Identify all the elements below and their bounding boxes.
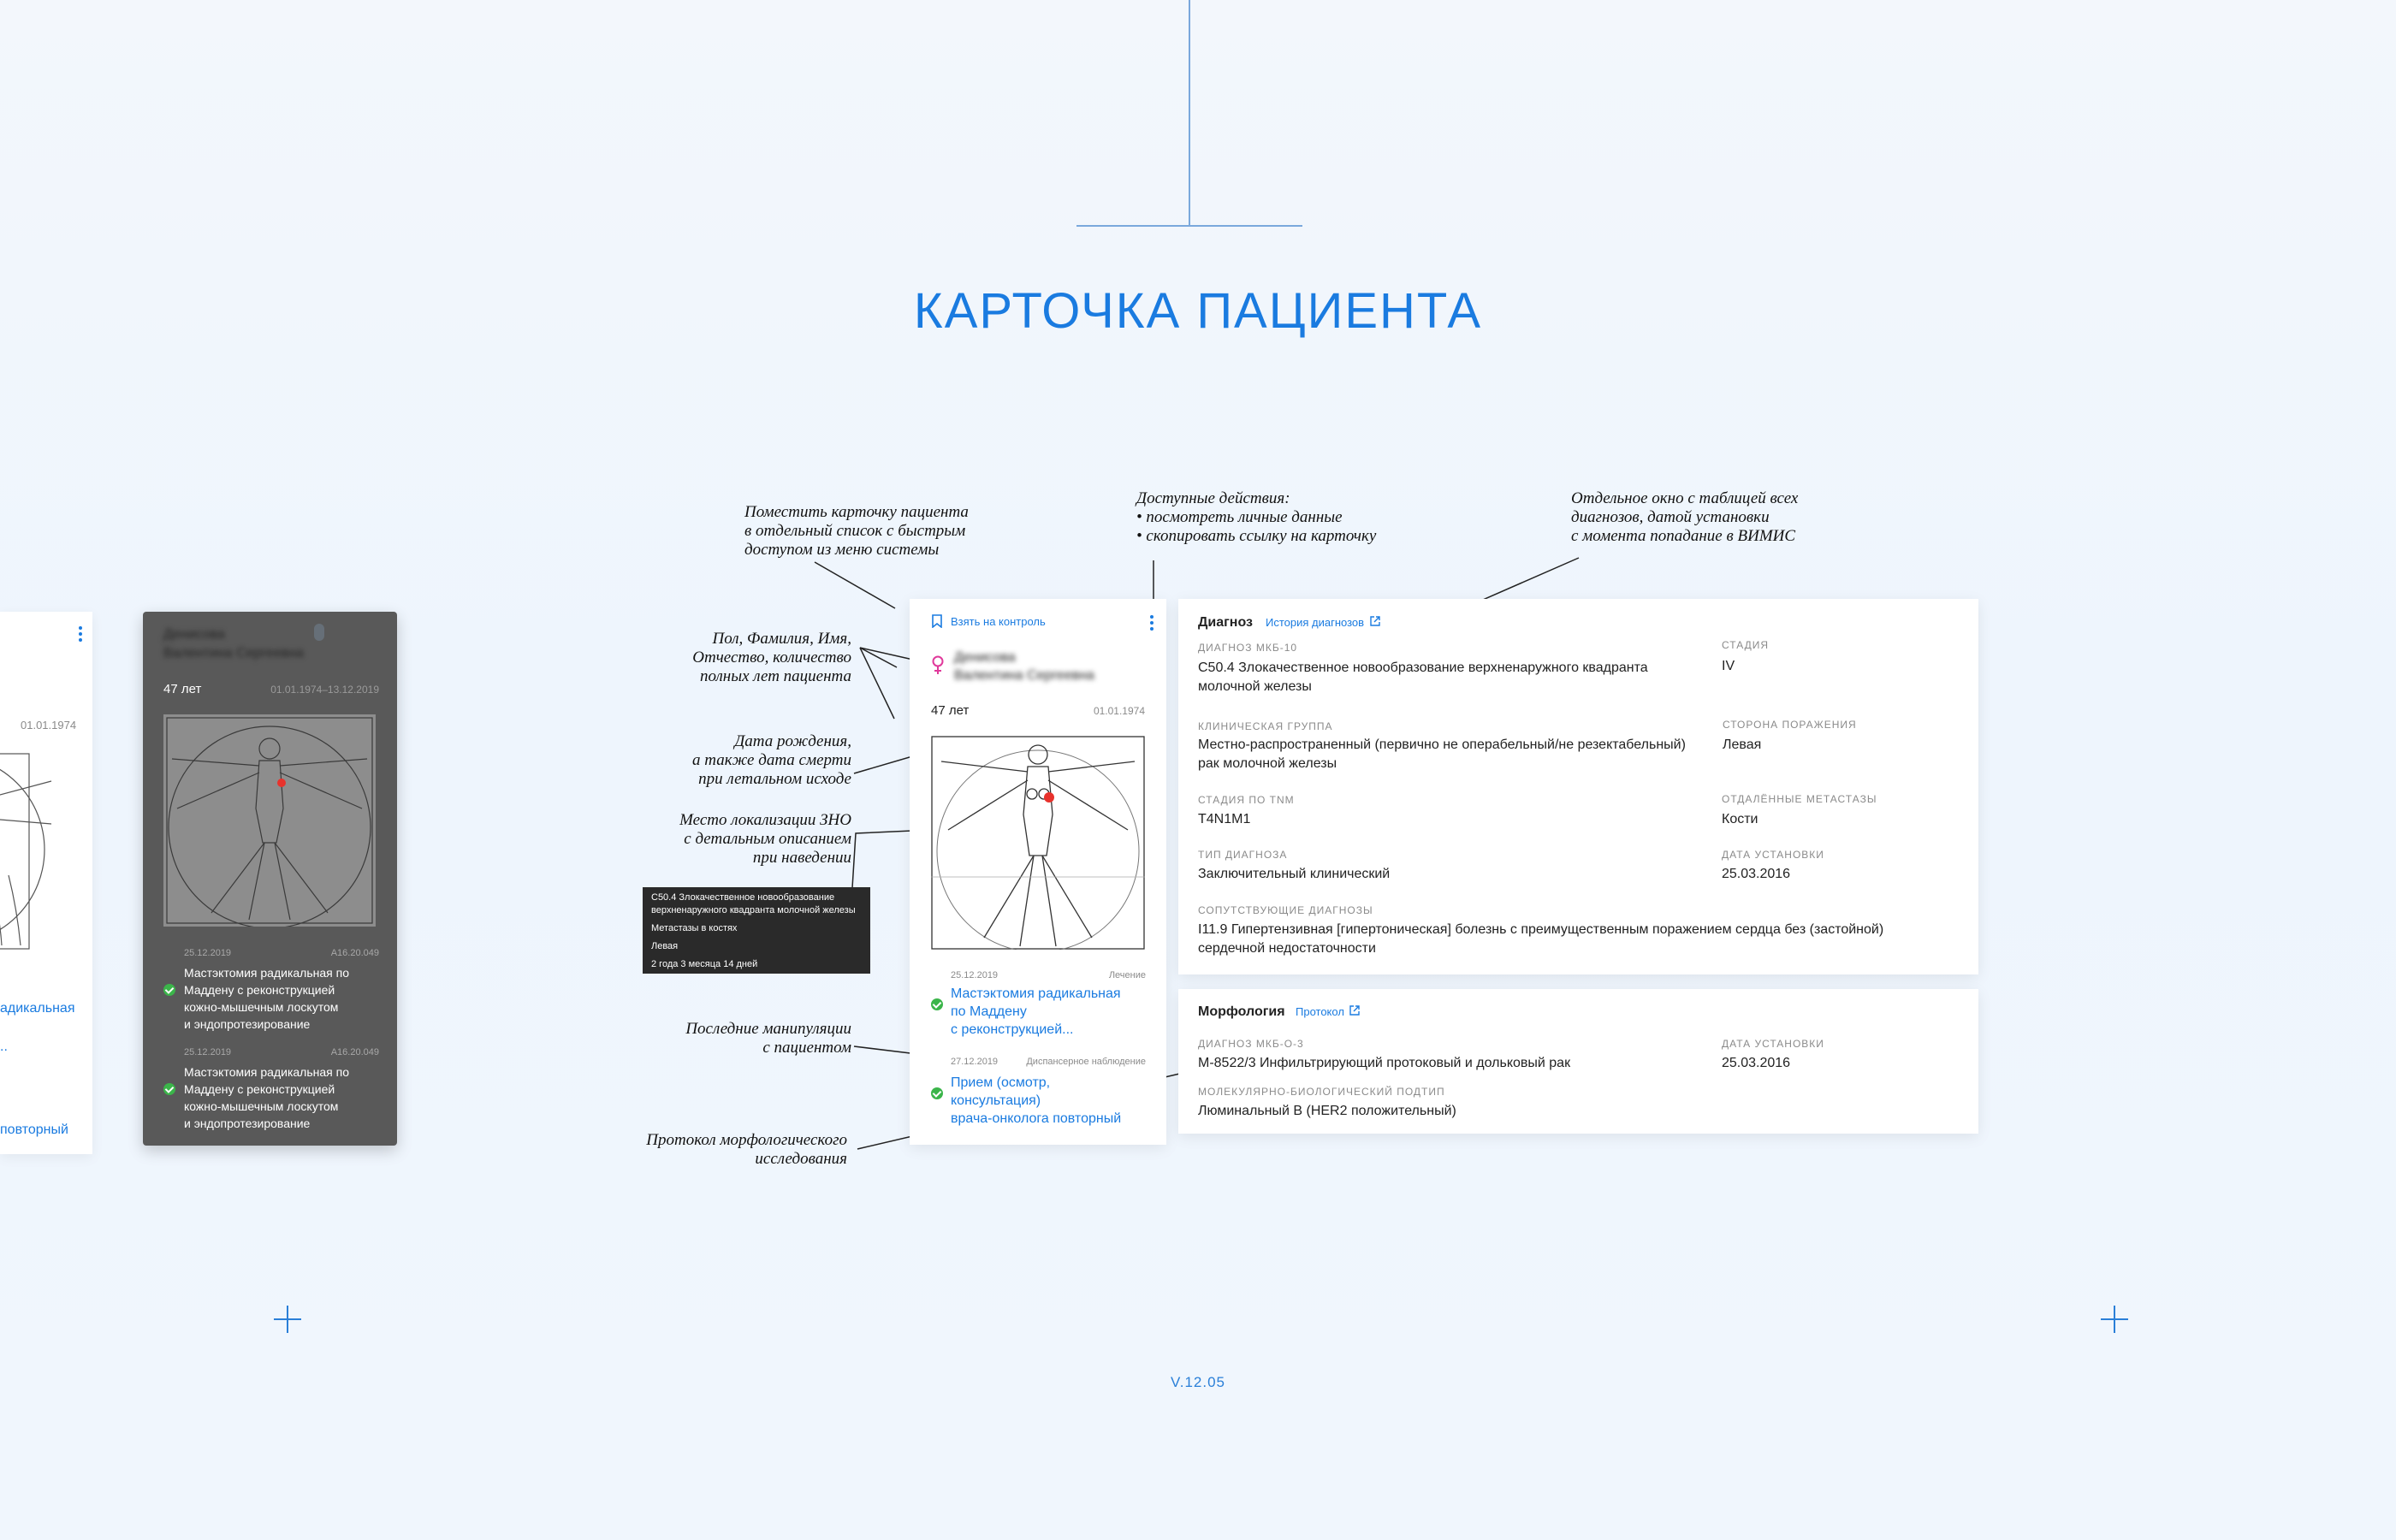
concomitant-label: СОПУТСТВУЮЩИЕ ДИАГНОЗЫ bbox=[1198, 904, 1373, 916]
patient-surname: Денисова bbox=[954, 650, 1016, 665]
metastasis-value: Кости bbox=[1722, 812, 1758, 826]
plus-decoration-right-icon bbox=[2101, 1306, 2128, 1333]
note-gender: Пол, Фамилия, Имя, Отчество, количество полных лет пациента bbox=[692, 630, 851, 685]
morphology-date-label: ДАТА УСТАНОВКИ bbox=[1722, 1038, 1824, 1050]
body-figure bbox=[0, 747, 86, 959]
female-icon bbox=[931, 655, 945, 676]
mkb-value: C50.4 Злокачественное новообразование верхненаружного квадранта молочной железы bbox=[1198, 660, 1648, 694]
birth-date: 01.01.1974 bbox=[21, 719, 77, 732]
date-value: 25.03.2016 bbox=[1722, 867, 1791, 881]
note-actions: Доступные действия: • посмотреть личные данные • скопировать ссылку на карточку bbox=[1136, 489, 1377, 545]
protocol-link[interactable]: Протокол bbox=[1296, 1005, 1344, 1018]
clinical-group-label: КЛИНИЧЕСКАЯ ГРУППА bbox=[1198, 720, 1333, 732]
concomitant-value: I11.9 Гипертензивная [гипертоническая] болезнь с преимущественным поражением сердца без (застойной) сердечной недостаточности bbox=[1198, 922, 1884, 956]
patient-name: Валентина Сергеевна bbox=[163, 646, 304, 660]
more-actions-icon[interactable] bbox=[1150, 615, 1154, 633]
note-history: Отдельное окно с таблицей всех диагнозов, датой установки с момента попадание в ВИМИС bbox=[1571, 489, 1799, 545]
tnm-value: T4N1M1 bbox=[1198, 812, 1251, 826]
patient-name: Валентина Сергеевна bbox=[954, 668, 1094, 683]
patient-surname: Денисова bbox=[163, 627, 225, 642]
subtype-label: МОЛЕКУЛЯРНО-БИОЛОГИЧЕСКИЙ ПОДТИП bbox=[1198, 1086, 1445, 1098]
procedure-link-2[interactable]: .. bbox=[0, 1040, 8, 1054]
top-horizontal-line bbox=[1076, 225, 1302, 227]
page-title: КАРТОЧКА ПАЦИЕНТА bbox=[913, 283, 1483, 339]
mkb-label: ДИАГНОЗ МКБ-10 bbox=[1198, 642, 1298, 654]
procedure-type: Лечение bbox=[1108, 970, 1146, 980]
stage-label: СТАДИЯ bbox=[1722, 639, 1770, 651]
diagnosis-type-value: Заключительный клинический bbox=[1198, 867, 1391, 881]
note-birth: Дата рождения, а также дата смерти при летальном исходе bbox=[692, 732, 851, 788]
stage-value: IV bbox=[1722, 659, 1735, 673]
diagnosis-header: Диагноз bbox=[1198, 615, 1253, 630]
procedure-link[interactable]: Прием (осмотр, консультация) врача-онколога повторный bbox=[951, 1075, 1122, 1126]
morphology-header: Морфология bbox=[1198, 1004, 1285, 1019]
clinical-group-value: Местно-распространенный (первично не операбельный/не резектабельный) рак молочной железы bbox=[1198, 737, 1686, 771]
note-location: Место локализации ЗНО с детальным описанием при наведении bbox=[679, 811, 851, 867]
bookmark-icon[interactable] bbox=[931, 614, 945, 630]
version-label: V.12.05 bbox=[1170, 1374, 1226, 1390]
diagnosis-card bbox=[1178, 599, 1978, 974]
mkb-o-value: M-8522/3 Инфильтрирующий протоковый и дольковый рак bbox=[1198, 1056, 1571, 1070]
external-link-icon[interactable] bbox=[1349, 1004, 1361, 1016]
history-link[interactable]: История диагнозов bbox=[1266, 616, 1365, 629]
date-label: ДАТА УСТАНОВКИ bbox=[1722, 849, 1824, 861]
check-icon bbox=[931, 998, 943, 1010]
side-label: СТОРОНА ПОРАЖЕНИЯ bbox=[1723, 719, 1857, 731]
procedure-link-1[interactable]: адикальная bbox=[0, 1001, 75, 1016]
procedure-date: 25.12.2019 bbox=[184, 1047, 232, 1057]
external-link-icon[interactable] bbox=[1369, 615, 1381, 627]
procedure-link[interactable]: Мастэктомия радикальная по Маддену с реконструкцией... bbox=[951, 986, 1121, 1037]
birth-date: 01.01.1974 bbox=[1093, 705, 1145, 717]
subtype-value: Люминальный B (HER2 положительный) bbox=[1198, 1104, 1456, 1118]
life-dates: 01.01.1974–13.12.2019 bbox=[270, 684, 379, 696]
metastasis-label: ОТДАЛЁННЫЕ МЕТАСТАЗЫ bbox=[1722, 793, 1877, 805]
procedure-type: Диспансерное наблюдение bbox=[1026, 1057, 1146, 1067]
morphology-date-value: 25.03.2016 bbox=[1722, 1056, 1791, 1070]
procedure-date: 27.12.2019 bbox=[951, 1057, 999, 1067]
patient-age: 47 лет bbox=[163, 682, 202, 696]
location-tooltip: C50.4 Злокачественное новообразование верхненаружного квадранта молочной железы Метастазы в костях Левая 2 года 3 месяца 14 дней bbox=[643, 887, 870, 974]
body-figure[interactable] bbox=[931, 736, 1145, 950]
procedure-title[interactable]: Мастэктомия радикальная по Маддену с реконструкцией кожно-мышечным лоскутом и эндопротезирование bbox=[184, 966, 349, 1031]
top-vertical-line bbox=[1189, 0, 1190, 226]
procedure-link-3[interactable]: повторный bbox=[0, 1122, 68, 1137]
procedure-title[interactable]: Мастэктомия радикальная по Маддену с реконструкцией кожно-мышечным лоскутом и эндопротезирование bbox=[184, 1065, 349, 1130]
watch-button[interactable]: Взять на контроль bbox=[951, 615, 1046, 628]
body-figure bbox=[163, 714, 376, 927]
mkb-o-label: ДИАГНОЗ МКБ-О-3 bbox=[1198, 1038, 1304, 1050]
procedure-date: 25.12.2019 bbox=[184, 948, 232, 958]
morphology-card bbox=[1178, 989, 1978, 1134]
check-icon bbox=[163, 984, 175, 996]
patient-card-deceased[interactable] bbox=[143, 612, 397, 1146]
patient-card[interactable] bbox=[910, 599, 1166, 1145]
check-icon bbox=[931, 1087, 943, 1099]
note-favorite: Поместить карточку пациента в отдельный список с быстрым доступом из меню системы bbox=[744, 503, 969, 559]
plus-decoration-left-icon bbox=[274, 1306, 301, 1333]
gender-icon bbox=[314, 624, 324, 641]
more-icon[interactable] bbox=[79, 626, 82, 644]
procedure-code: A16.20.049 bbox=[330, 1047, 379, 1057]
patient-age: 47 лет bbox=[931, 703, 970, 718]
diagnosis-type-label: ТИП ДИАГНОЗА bbox=[1198, 849, 1288, 861]
side-value: Левая bbox=[1723, 737, 1762, 752]
procedure-code: A16.20.049 bbox=[330, 948, 379, 958]
note-manipulations: Последние манипуляции с пациентом bbox=[685, 1020, 851, 1057]
patient-card-partial[interactable] bbox=[0, 612, 92, 1154]
check-icon bbox=[163, 1083, 175, 1095]
note-protocol: Протокол морфологического исследования bbox=[646, 1131, 847, 1168]
tnm-label: СТАДИЯ ПО TNM bbox=[1198, 794, 1295, 806]
procedure-date: 25.12.2019 bbox=[951, 970, 999, 980]
